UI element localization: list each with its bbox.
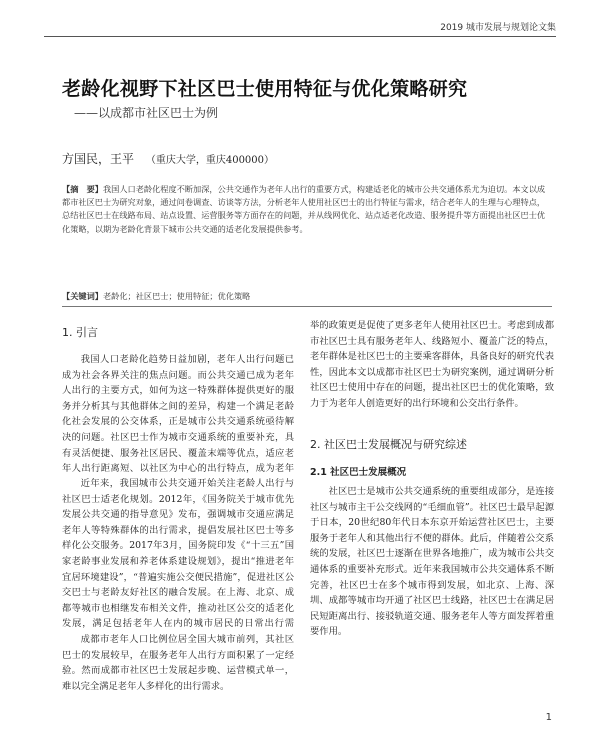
abstract-text: 我国人口老龄化程度不断加深，公共交通作为老年人出行的重要方式，构建适老化的城市公共交通体系尤为迫切。本文以成都市社区巴士为研究对象，通过问卷调查、访谈等方法，分析老年人使用社区巴士的出行特征与需求，结合老年人的生理与心理特点，总结社区巴士在线路布局、站点设置、运营服务等方面存在的问题，并从线网优化、站点适老化改造、服务提升等方面提出社区巴士优化策略，以期为老龄化背景下城市公共交通的适老化发展提供参考。 <box>62 184 546 234</box>
left-column <box>62 318 294 727</box>
section-1-paragraph-1: 我国人口老龄化趋势日益加剧，老年人出行问题已成为社会各界关注的焦点问题。而公共交通已成为老年人出行的主要方式，如何为这一特殊群体提供更好的服务并分析其与其他群体之间的差异，构建一个满足老龄化社会发展的公交体系，正是城市公共交通系统亟待解决的问题。社区巴士作为城市交通系统的重要补充，具有灵活便捷、服务社区居民、覆盖末端等优点，适应老年人出行距离短、以社区为中心的出行特点，成为老年 <box>62 354 294 475</box>
author-affiliation: （重庆大学，重庆400000） <box>145 155 275 166</box>
keywords-rule <box>62 306 552 307</box>
author-line <box>62 150 274 167</box>
section-2-1-heading: 2.1 社区巴士发展概况 <box>310 467 407 478</box>
paper-subtitle: ——以成都市社区巴士为例 <box>74 106 219 120</box>
section-2-1-paragraph: 社区巴士是城市公共交通系统的重要组成部分，是连接社区与城市主干公交线网的“毛细血管”。社区巴士最早起源于日本，20世纪80年代日本东京开始运营社区巴士，主要服务于老年人和其他出行不便的群体。此后，伴随着公交系统的发展，社区巴士逐渐在世界各地推广，成为城市公共交通体系的重要补充形式。近年来我国城市公共交通体系不断完善，社区巴士在多个城市得到发展，如北京、上海、深圳、成都等城市均开通了社区巴士线路，社区巴士在满足居民短距离出行、接驳轨道交通、服务老年人等方面发挥着重要作用。 <box>310 486 554 638</box>
section-1-paragraph-3: 成都市老年人口比例位居全国大城市前列，其社区巴士的发展较早，在服务老年人出行方面积累了一定经验。然而成都市社区巴士发展起步晚、运营模式单一，难以完全满足老年人多样化的出行需求。 <box>62 634 294 692</box>
keywords-text: 老龄化；社区巴士；使用特征；优化策略 <box>102 291 251 301</box>
page-number: 1 <box>545 712 552 723</box>
keywords-block <box>62 290 552 302</box>
paper-title: 老龄化视野下社区巴士使用特征与优化策略研究 <box>62 78 468 100</box>
right-paragraph-1: 举的政策更是促使了更多老年人使用社区巴士。考虑到成都市社区巴士具有服务老年人、线路短小、覆盖广泛的特点，老年群体是社区巴士的主要乘客群体，具备良好的研究代表性，因此本文以成都市社区巴士为研究案例，通过调研分析社区巴士使用中存在的问题，提出社区巴士的优化策略，致力于为老年人创造更好的出行环境和公交出行条件。 <box>310 320 554 409</box>
running-head: 2019 城市发展与规划论文集 <box>440 23 556 33</box>
header-rule <box>44 36 556 37</box>
author-names: 方国民，王平 <box>62 152 135 166</box>
abstract-block <box>62 183 552 275</box>
section-1-heading: 1. 引言 <box>62 326 98 339</box>
abstract-label: 【摘 要】 <box>62 184 103 194</box>
right-column <box>310 318 554 670</box>
section-2-heading: 2. 社区巴士发展概况与研究综述 <box>310 438 467 451</box>
section-1-paragraph-2: 近年来，我国城市公共交通开始关注老龄人出行与社区巴士适老化规划。2012年，《国务院关于城市优先发展公共交通的指导意见》发布，强调城市交通应满足老年人等特殊群体的出行需求，提倡发展社区巴士等多样化公交服务。2017年3月，国务院印发《“十三五”国家老龄事业发展和养老体系建设规划》，提出“推进老年宜居环境建设”，“普遍实施公交便民措施”，促进社区公交巴士与老龄友好社区的融合发展。在上海、北京、成都等城市也相继发布相关文件，推动社区公交的适老化发展，满足包括老年人在内的城市居民的日常出行需 <box>62 478 294 630</box>
keywords-label: 【关键词】 <box>62 291 103 301</box>
